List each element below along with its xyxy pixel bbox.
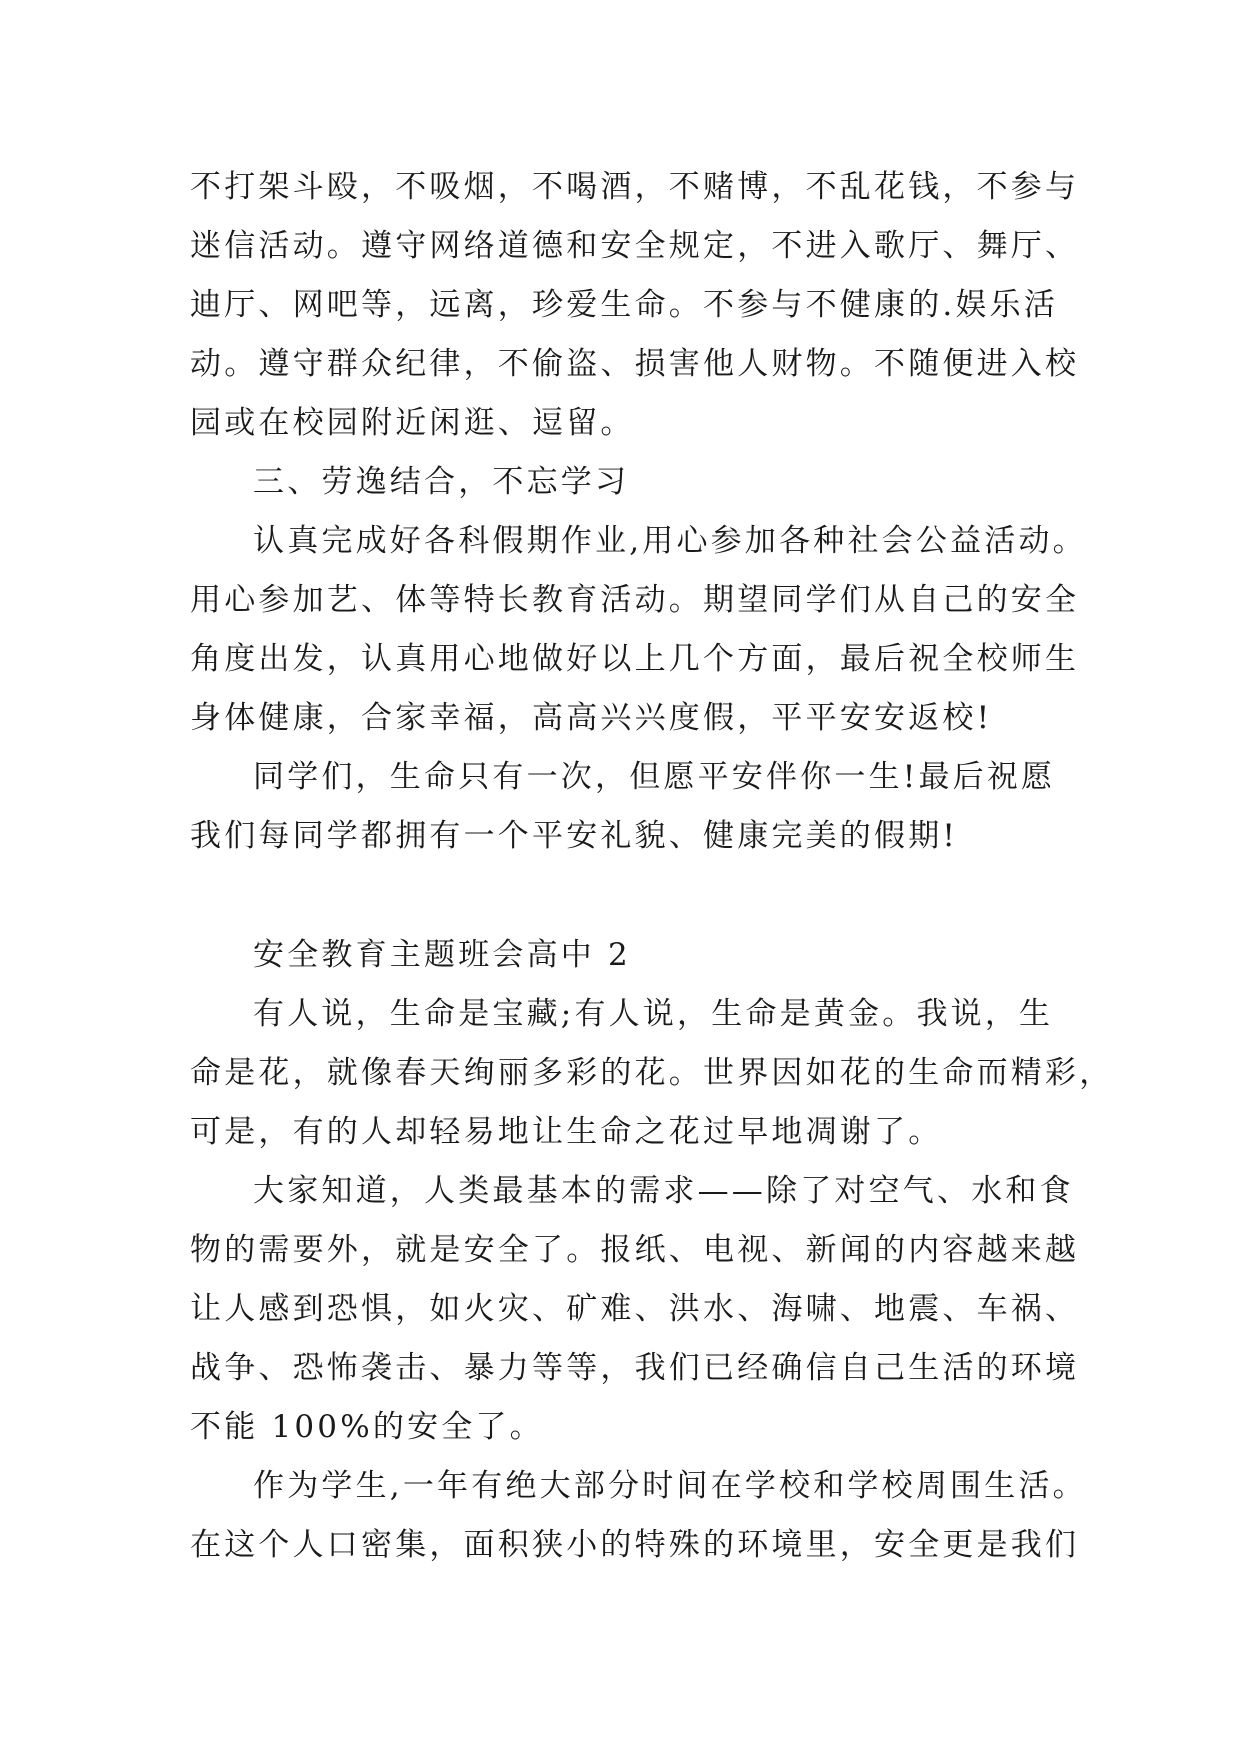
text-line: 大家知道，人类最基本的需求——除了对空气、水和食 <box>253 1173 1074 1209</box>
text-line: 用心参加艺、体等特长教育活动。期望同学们从自己的安全 <box>190 582 1080 618</box>
text-line: 让人感到恐惧，如火灾、矿难、洪水、海啸、地震、车祸、 <box>190 1291 1080 1327</box>
text-line: 认真完成好各科假期作业,用心参加各种社会公益活动。 <box>253 523 1087 559</box>
section-heading: 三、劳逸结合，不忘学习 <box>253 464 630 500</box>
text-line: 角度出发，认真用心地做好以上几个方面，最后祝全校师生 <box>190 641 1080 677</box>
text-line: 迪厅、网吧等，远离，珍爱生命。不参与不健康的.娱乐活 <box>190 287 1059 323</box>
text-line: 在这个人口密集，面积狭小的特殊的环境里，安全更是我们 <box>190 1527 1080 1563</box>
text-line: 战争、恐怖袭击、暴力等等，我们已经确信自己生活的环境 <box>190 1350 1080 1386</box>
text-line: 不打架斗殴，不吸烟，不喝酒，不赌博，不乱花钱，不参与 <box>190 169 1080 205</box>
document-title: 安全教育主题班会高中 2 <box>253 937 631 973</box>
text-line: 同学们，生命只有一次，但愿平安伴你一生!最后祝愿 <box>253 759 1056 795</box>
text-line: 作为学生,一年有绝大部分时间在学校和学校周围生活。 <box>253 1468 1087 1504</box>
text-line: 不能 100%的安全了。 <box>190 1409 544 1445</box>
text-line: 物的需要外，就是安全了。报纸、电视、新闻的内容越来越 <box>190 1232 1080 1268</box>
text-line: 命是花，就像春天绚丽多彩的花。世界因如花的生命而精彩， <box>190 1055 1114 1091</box>
text-line: 有人说，生命是宝藏;有人说，生命是黄金。我说，生 <box>253 996 1054 1032</box>
text-line: 园或在校园附近闲逛、逗留。 <box>190 405 635 441</box>
text-line: 身体健康，合家幸福，高高兴兴度假，平平安安返校! <box>190 700 993 736</box>
text-line: 迷信活动。遵守网络道德和安全规定，不进入歌厅、舞厅、 <box>190 228 1080 264</box>
text-line: 我们每同学都拥有一个平安礼貌、健康完美的假期! <box>190 818 959 854</box>
text-line: 可是，有的人却轻易地让生命之花过早地凋谢了。 <box>190 1114 943 1150</box>
text-line: 动。遵守群众纪律，不偷盗、损害他人财物。不随便进入校 <box>190 346 1080 382</box>
